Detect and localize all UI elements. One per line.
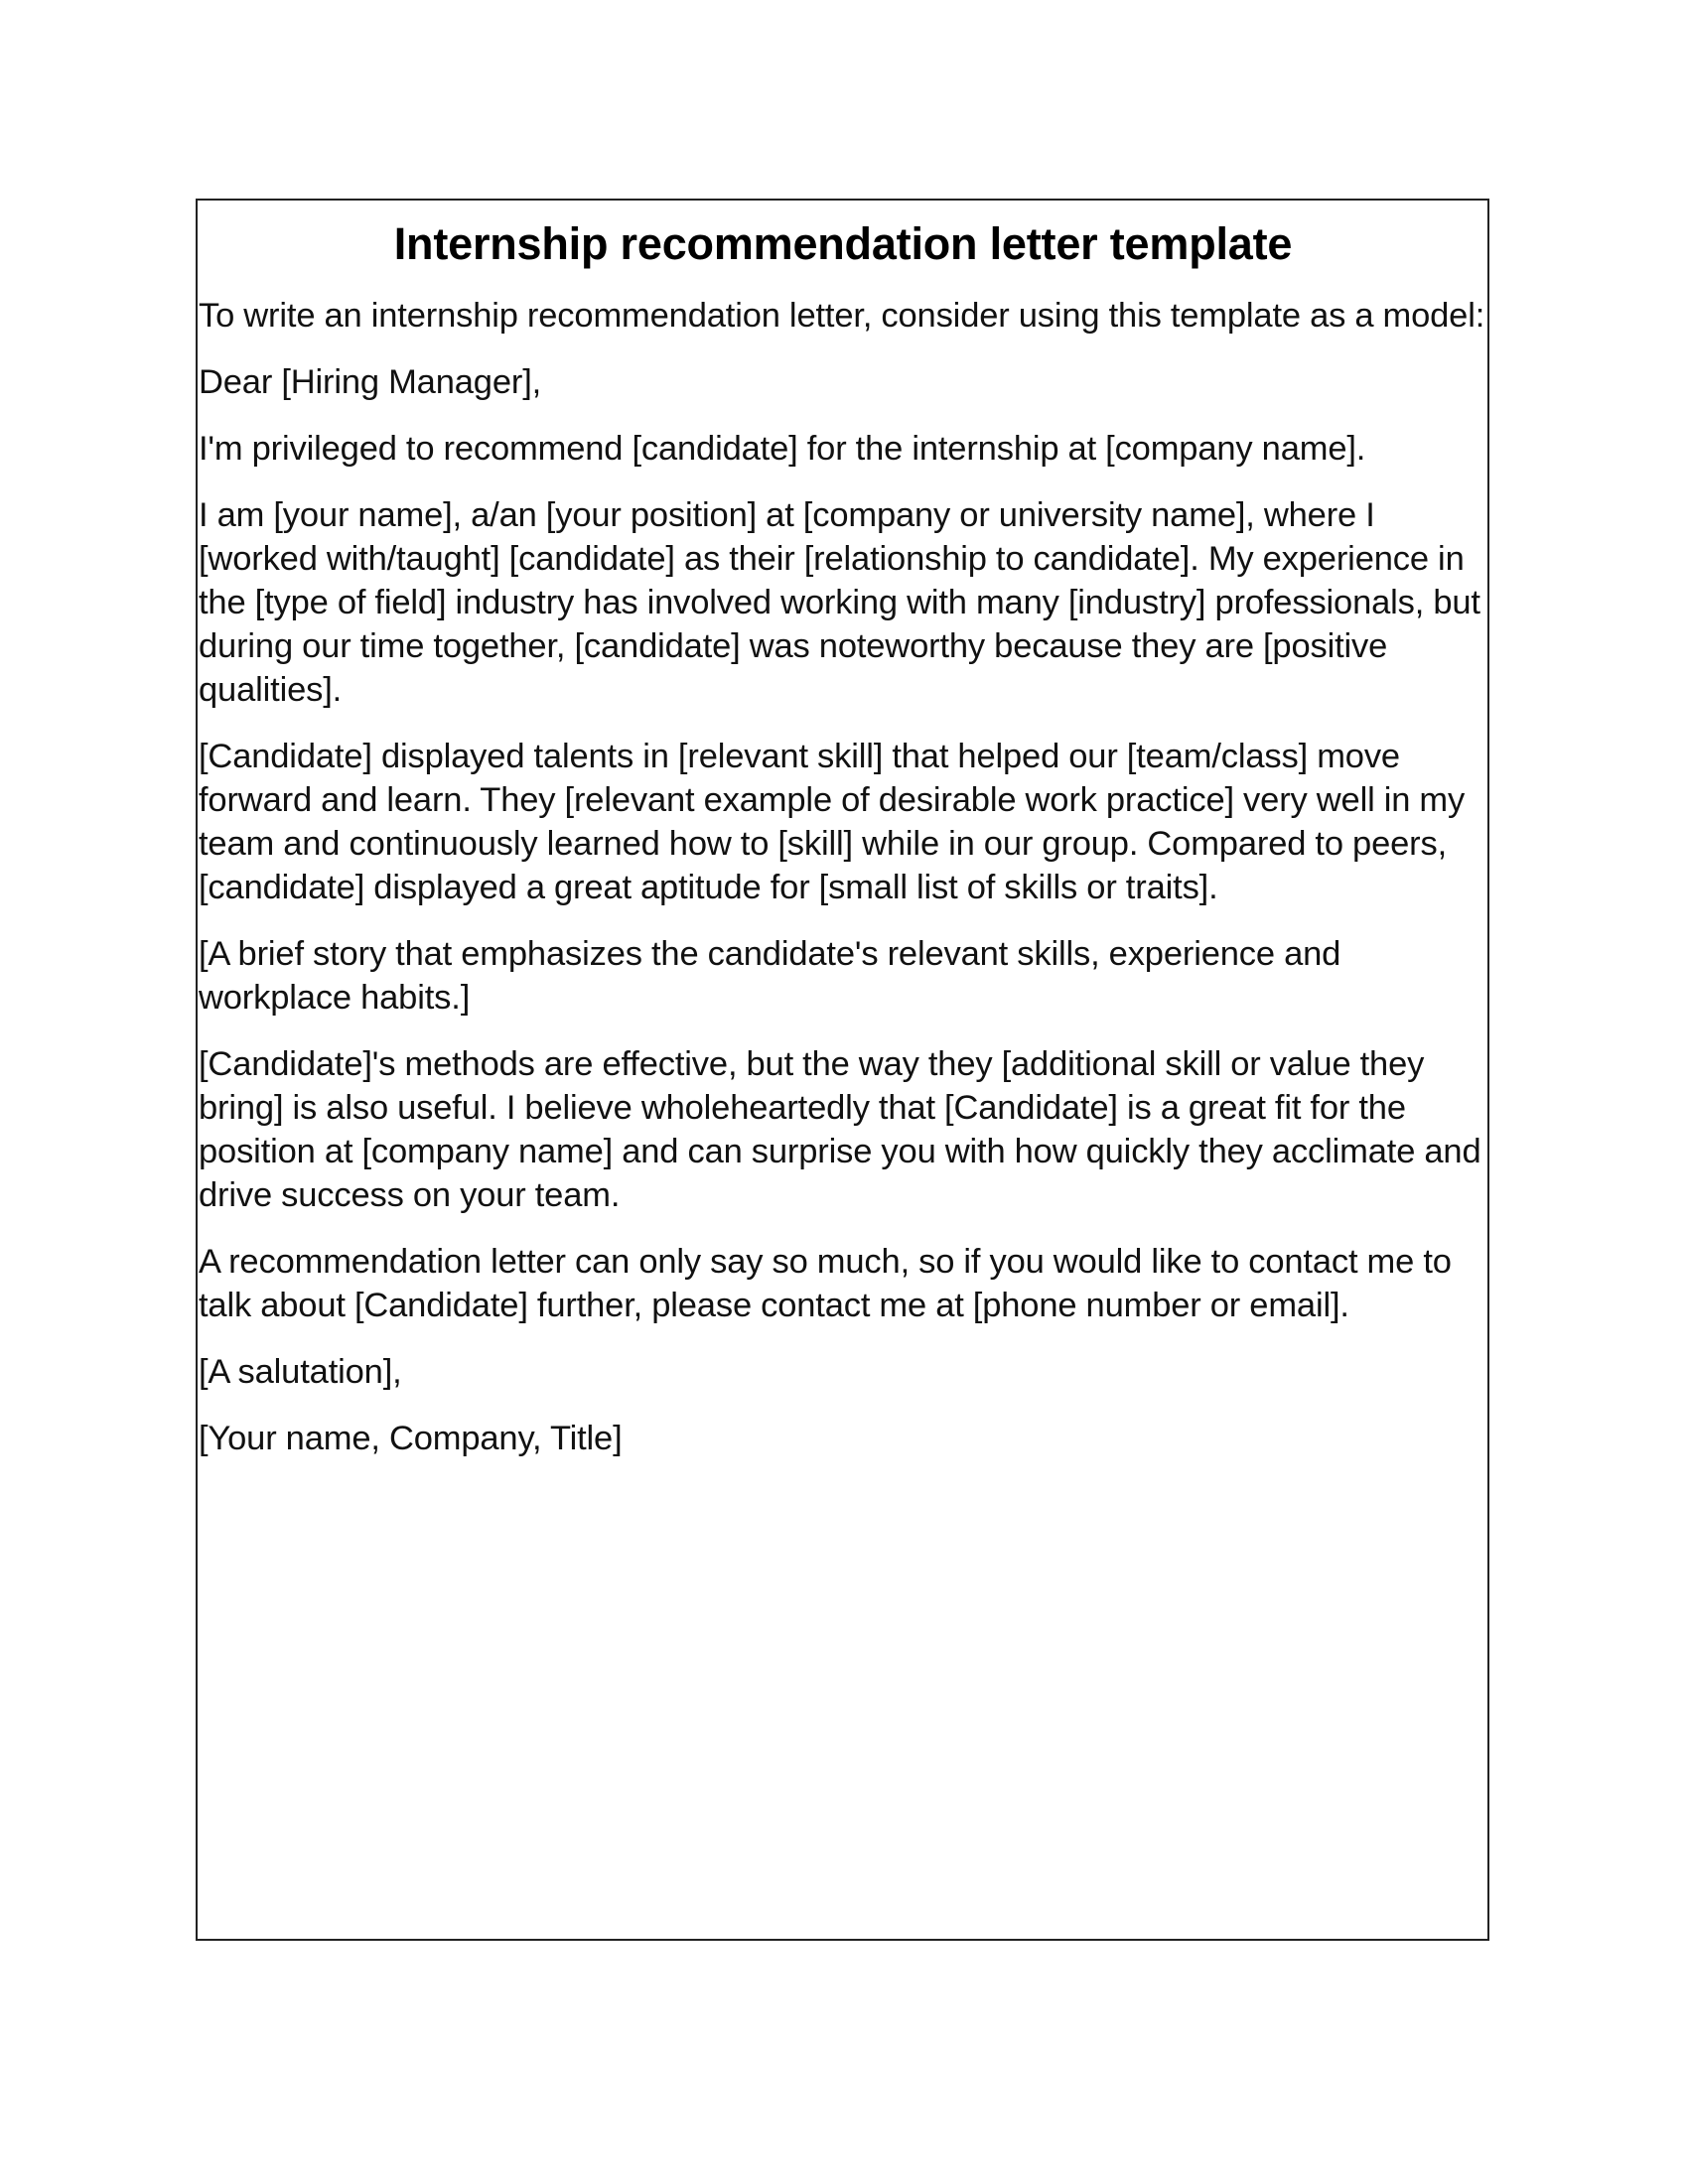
letter-template-content xyxy=(198,201,1487,1460)
paragraph-recommendation: I'm privileged to recommend [candidate] for the internship at [company name]. xyxy=(199,430,1366,468)
paragraph-talents: [Candidate] displayed talents in [relevant skill] that helped our [team/class] move forward and learn. They [relevant example of desirable work practice] very well in my team and continuously learned how to [skill] while in our group. Compared to peers, [candidate] displayed a great aptitude for [small list of skills or traits]. xyxy=(199,738,1466,906)
paragraph-story-prompt: [A brief story that emphasizes the candidate's relevant skills, experience and workplace habits.] xyxy=(199,935,1341,1017)
paragraph-signature: [Your name, Company, Title] xyxy=(199,1420,623,1457)
paragraph-intro: To write an internship recommendation letter, consider using this template as a model: xyxy=(199,297,1485,335)
letter-template-box xyxy=(196,199,1489,1941)
paragraph-closing: [A salutation], xyxy=(199,1353,402,1391)
paragraph-introduction: I am [your name], a/an [your position] at [company or university name], where I [worked with/taught] [candidate] as their [relationship to candidate]. My experience in the [type of field] industry has involved working with many [industry] professionals, but during our time together, [candidate] was noteworthy because they are [positive qualities]. xyxy=(199,496,1480,709)
letter-body xyxy=(199,294,1487,1460)
paragraph-methods: [Candidate]'s methods are effective, but the way they [additional skill or value they bring] is also useful. I believe wholeheartedly that [Candidate] is a great fit for the position at [company name] and can surprise you with how quickly they acclimate and drive success on your team. xyxy=(199,1045,1481,1214)
paragraph-salutation-open: Dear [Hiring Manager], xyxy=(199,363,542,401)
page-title: Internship recommendation letter template xyxy=(393,218,1293,269)
paragraph-contact: A recommendation letter can only say so much, so if you would like to contact me to talk about [Candidate] further, please contact me at [phone number or email]. xyxy=(199,1243,1452,1324)
